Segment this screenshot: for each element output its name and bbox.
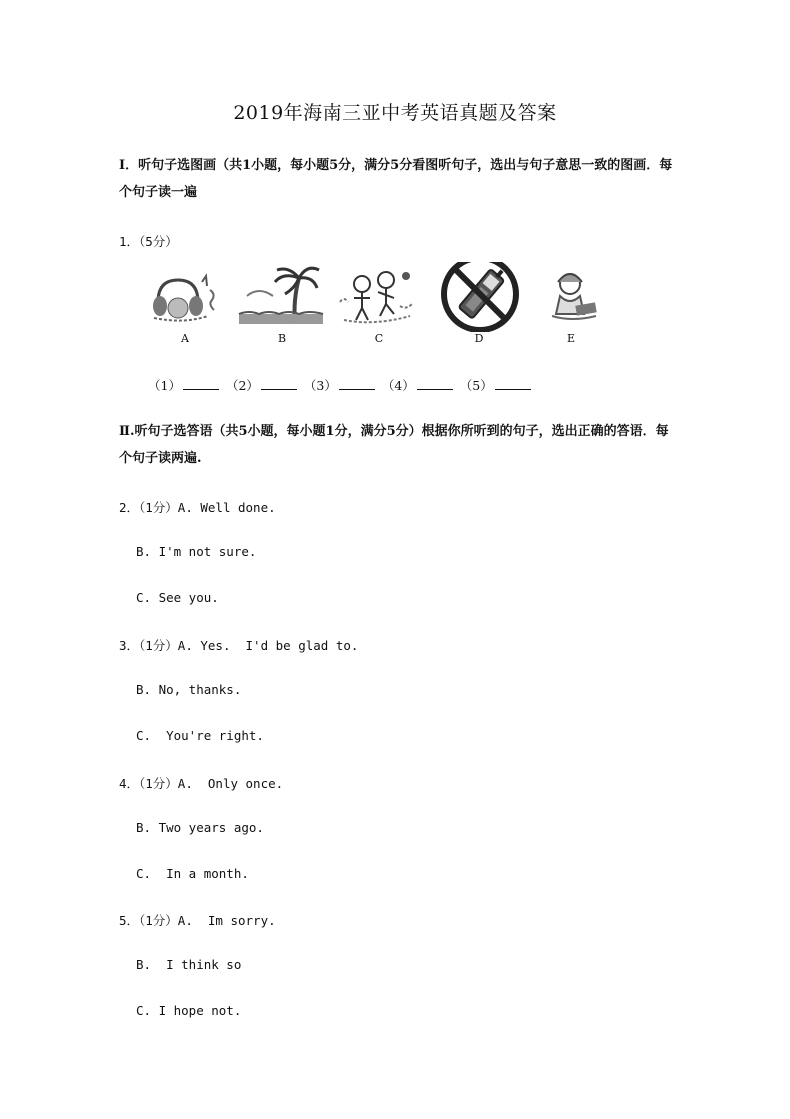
answer-blank-2[interactable] [261,377,297,390]
question-5-option-b: B. I think so [136,957,242,972]
blank-label-3: （3） [303,378,337,393]
question-4-option-b: B. Two years ago. [136,820,264,835]
answer-blank-1[interactable] [183,377,219,390]
answer-blank-3[interactable] [339,377,375,390]
blank-label-2: （2） [225,378,259,393]
question-4-stem: 4．（1分）A. Only once. [119,776,284,791]
section-1-heading: I．听句子选图画（共1小题，每小题5分，满分5分看图听句子，选出与句子意思一致的图画．每个句子读一遍 [119,158,673,200]
question-2-option-c: C. See you. [136,590,219,605]
picture-a [140,262,230,352]
picture-b [237,262,327,352]
section-2-heading: Ⅱ.听句子选答语（共5小题，每小题1分，满分5分）根据你所听到的句子，选出正确的答语．每个句子读两遍. [119,424,669,466]
beach-palm-tree-icon [237,262,327,332]
question-2-option-b: B. I'm not sure. [136,544,257,559]
blank-label-4: （4） [381,378,415,393]
picture-d [434,262,524,352]
question-1-stem: 1．（5分） [119,234,178,249]
picture-c [334,262,424,352]
blank-label-5: （5） [459,378,493,393]
question-5-stem: 5．（1分）A. Im sorry. [119,913,276,928]
picture-e [526,262,616,352]
picture-e-label: E [566,332,576,345]
question-2-stem: 2．（1分）A. Well done. [119,500,276,515]
headphones-music-icon [140,262,230,332]
question-4-option-c: C. In a month. [136,866,249,881]
picture-c-label: C [374,332,384,345]
picture-b-label: B [277,332,287,345]
answer-blanks [148,376,534,394]
question-3-stem: 3．（1分）A. Yes. I'd be glad to. [119,638,359,653]
children-playing-icon [334,262,424,332]
blank-label-1: （1） [148,378,181,393]
picture-options [140,262,620,352]
no-mobile-phone-icon [434,262,524,332]
answer-blank-4[interactable] [417,377,453,390]
question-3-option-c: C. You're right. [136,728,264,743]
girl-reading-book-icon [526,262,616,332]
question-3-option-b: B. No, thanks. [136,682,242,697]
picture-d-label: D [474,332,484,345]
picture-a-label: A [181,332,189,345]
question-5-option-c: C. I hope not. [136,1003,242,1018]
page-title: 2019年海南三亚中考英语真题及答案 [233,102,557,124]
answer-blank-5[interactable] [495,377,531,390]
